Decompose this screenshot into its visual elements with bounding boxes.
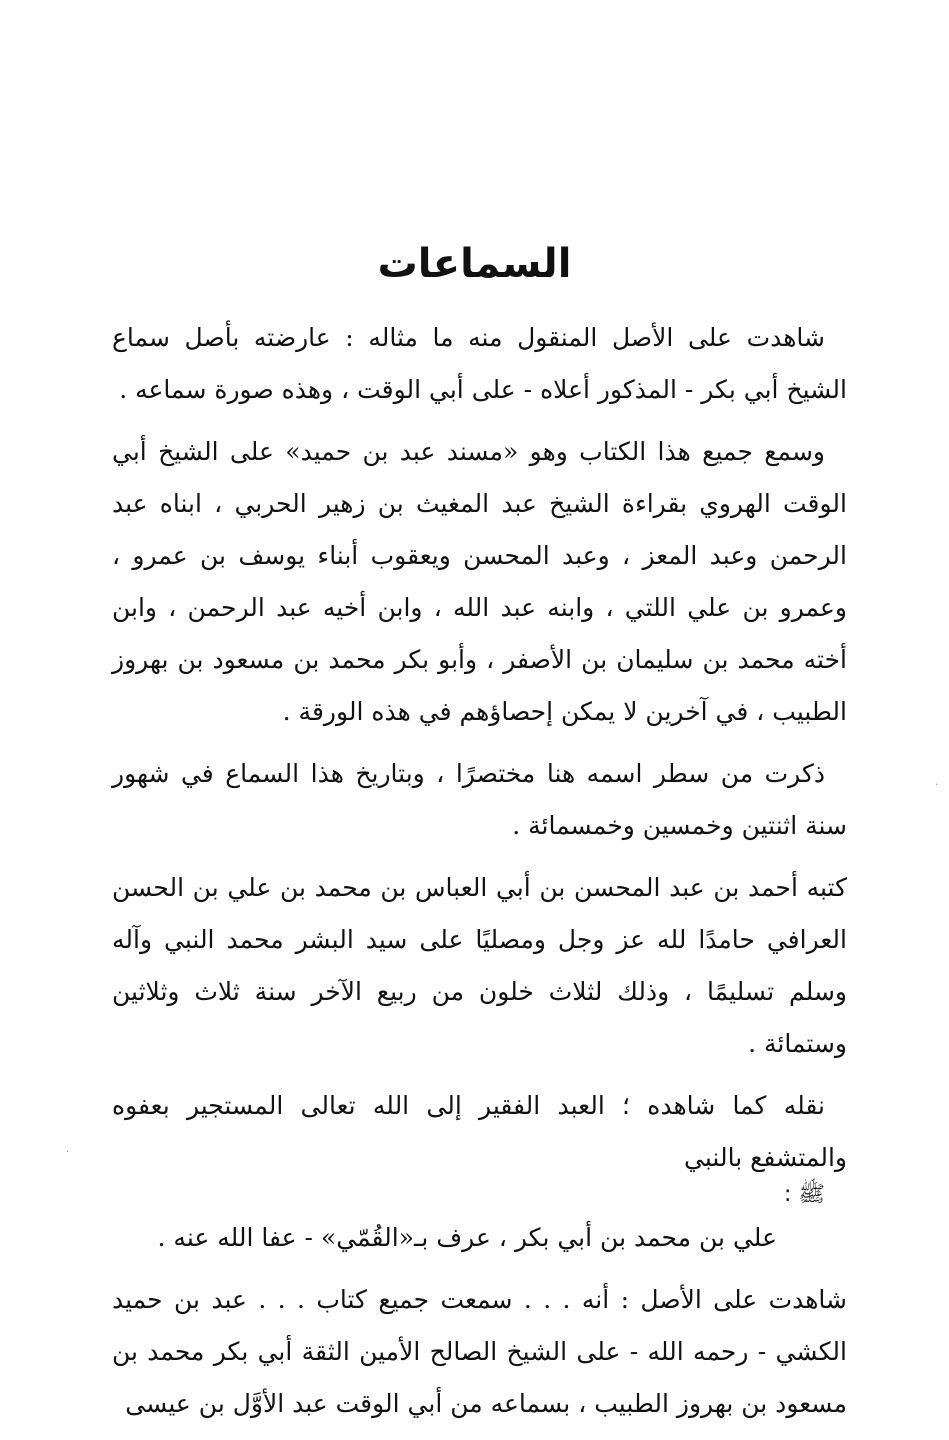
- transmitter-text: نقله كما شاهده ؛ العبد الفقير إلى الله تعالى المستجير بعفوه والمتشفع بالنبي: [112, 1091, 847, 1172]
- honorific-glyph: ﷺ :: [784, 1182, 825, 1207]
- document-body: [112, 312, 847, 1440]
- paragraph-signature: علي بن محمد بن أبي بكر ، عرف بـ«القُمّي» - عفا الله عنه .: [157, 1223, 777, 1252]
- paragraph-date-note: ذكرت من سطر اسمه هنا مختصرًا ، وبتاريخ هذا السماع في شهور سنة اثنتين وخمسين وخمسمائة .: [112, 759, 847, 840]
- paragraph-scribe: كتبه أحمد بن عبد المحسن بن أبي العباس بن محمد بن علي بن الحسن العرافي حامدًا لله عز وجل ومصليًا على سيد البشر محمد النبي وآله وسلم تسليمًا ، وذلك لثلاث خلون من ربيع الآخر سنة ثلاث وثلاثين وستمائة .: [112, 873, 847, 1058]
- paragraph-collation-note: شاهدت على الأصل المنقول منه ما مثاله : عارضته بأصل سماع الشيخ أبي بكر - المذكور أعلاه - على أبي الوقت ، وهذه صورة سماعه .: [112, 323, 847, 404]
- paragraph-audition-record: وسمع جميع هذا الكتاب وهو «مسند عبد بن حميد» على الشيخ أبي الوقت الهروي بقراءة الشيخ عبد المغيث بن زهير الحربي ، ابناه عبد الرحمن وعبد المعز ، وعبد المحسن ويعقوب أبناء يوسف بن عمرو ، وعمرو بن علي اللتي ، وابنه عبد الله ، وابن أخيه عبد الرحمن ، وابن أخته محمد بن سليمان بن الأصفر ، وأبو بكر محمد بن مسعود بن بهروز الطبيب ، في آخرين لا يمكن إحصاؤهم في هذه الورقة .: [112, 437, 847, 726]
- margin-mark: ·: [935, 780, 939, 791]
- page-title: السماعات: [377, 241, 572, 287]
- paragraph-second-witness: شاهدت على الأصل : أنه . . . سمعت جميع كتاب . . . عبد بن حميد الكشي - رحمه الله - على الشيخ الصالح الأمين الثقة أبي بكر محمد بن مسعود بن بهروز الطبيب ، بسماعه من أبي الوقت عبد الأوَّل بن عيسى: [112, 1285, 847, 1418]
- paragraph-transmitter: [112, 1080, 847, 1212]
- margin-mark: ·: [66, 1147, 70, 1158]
